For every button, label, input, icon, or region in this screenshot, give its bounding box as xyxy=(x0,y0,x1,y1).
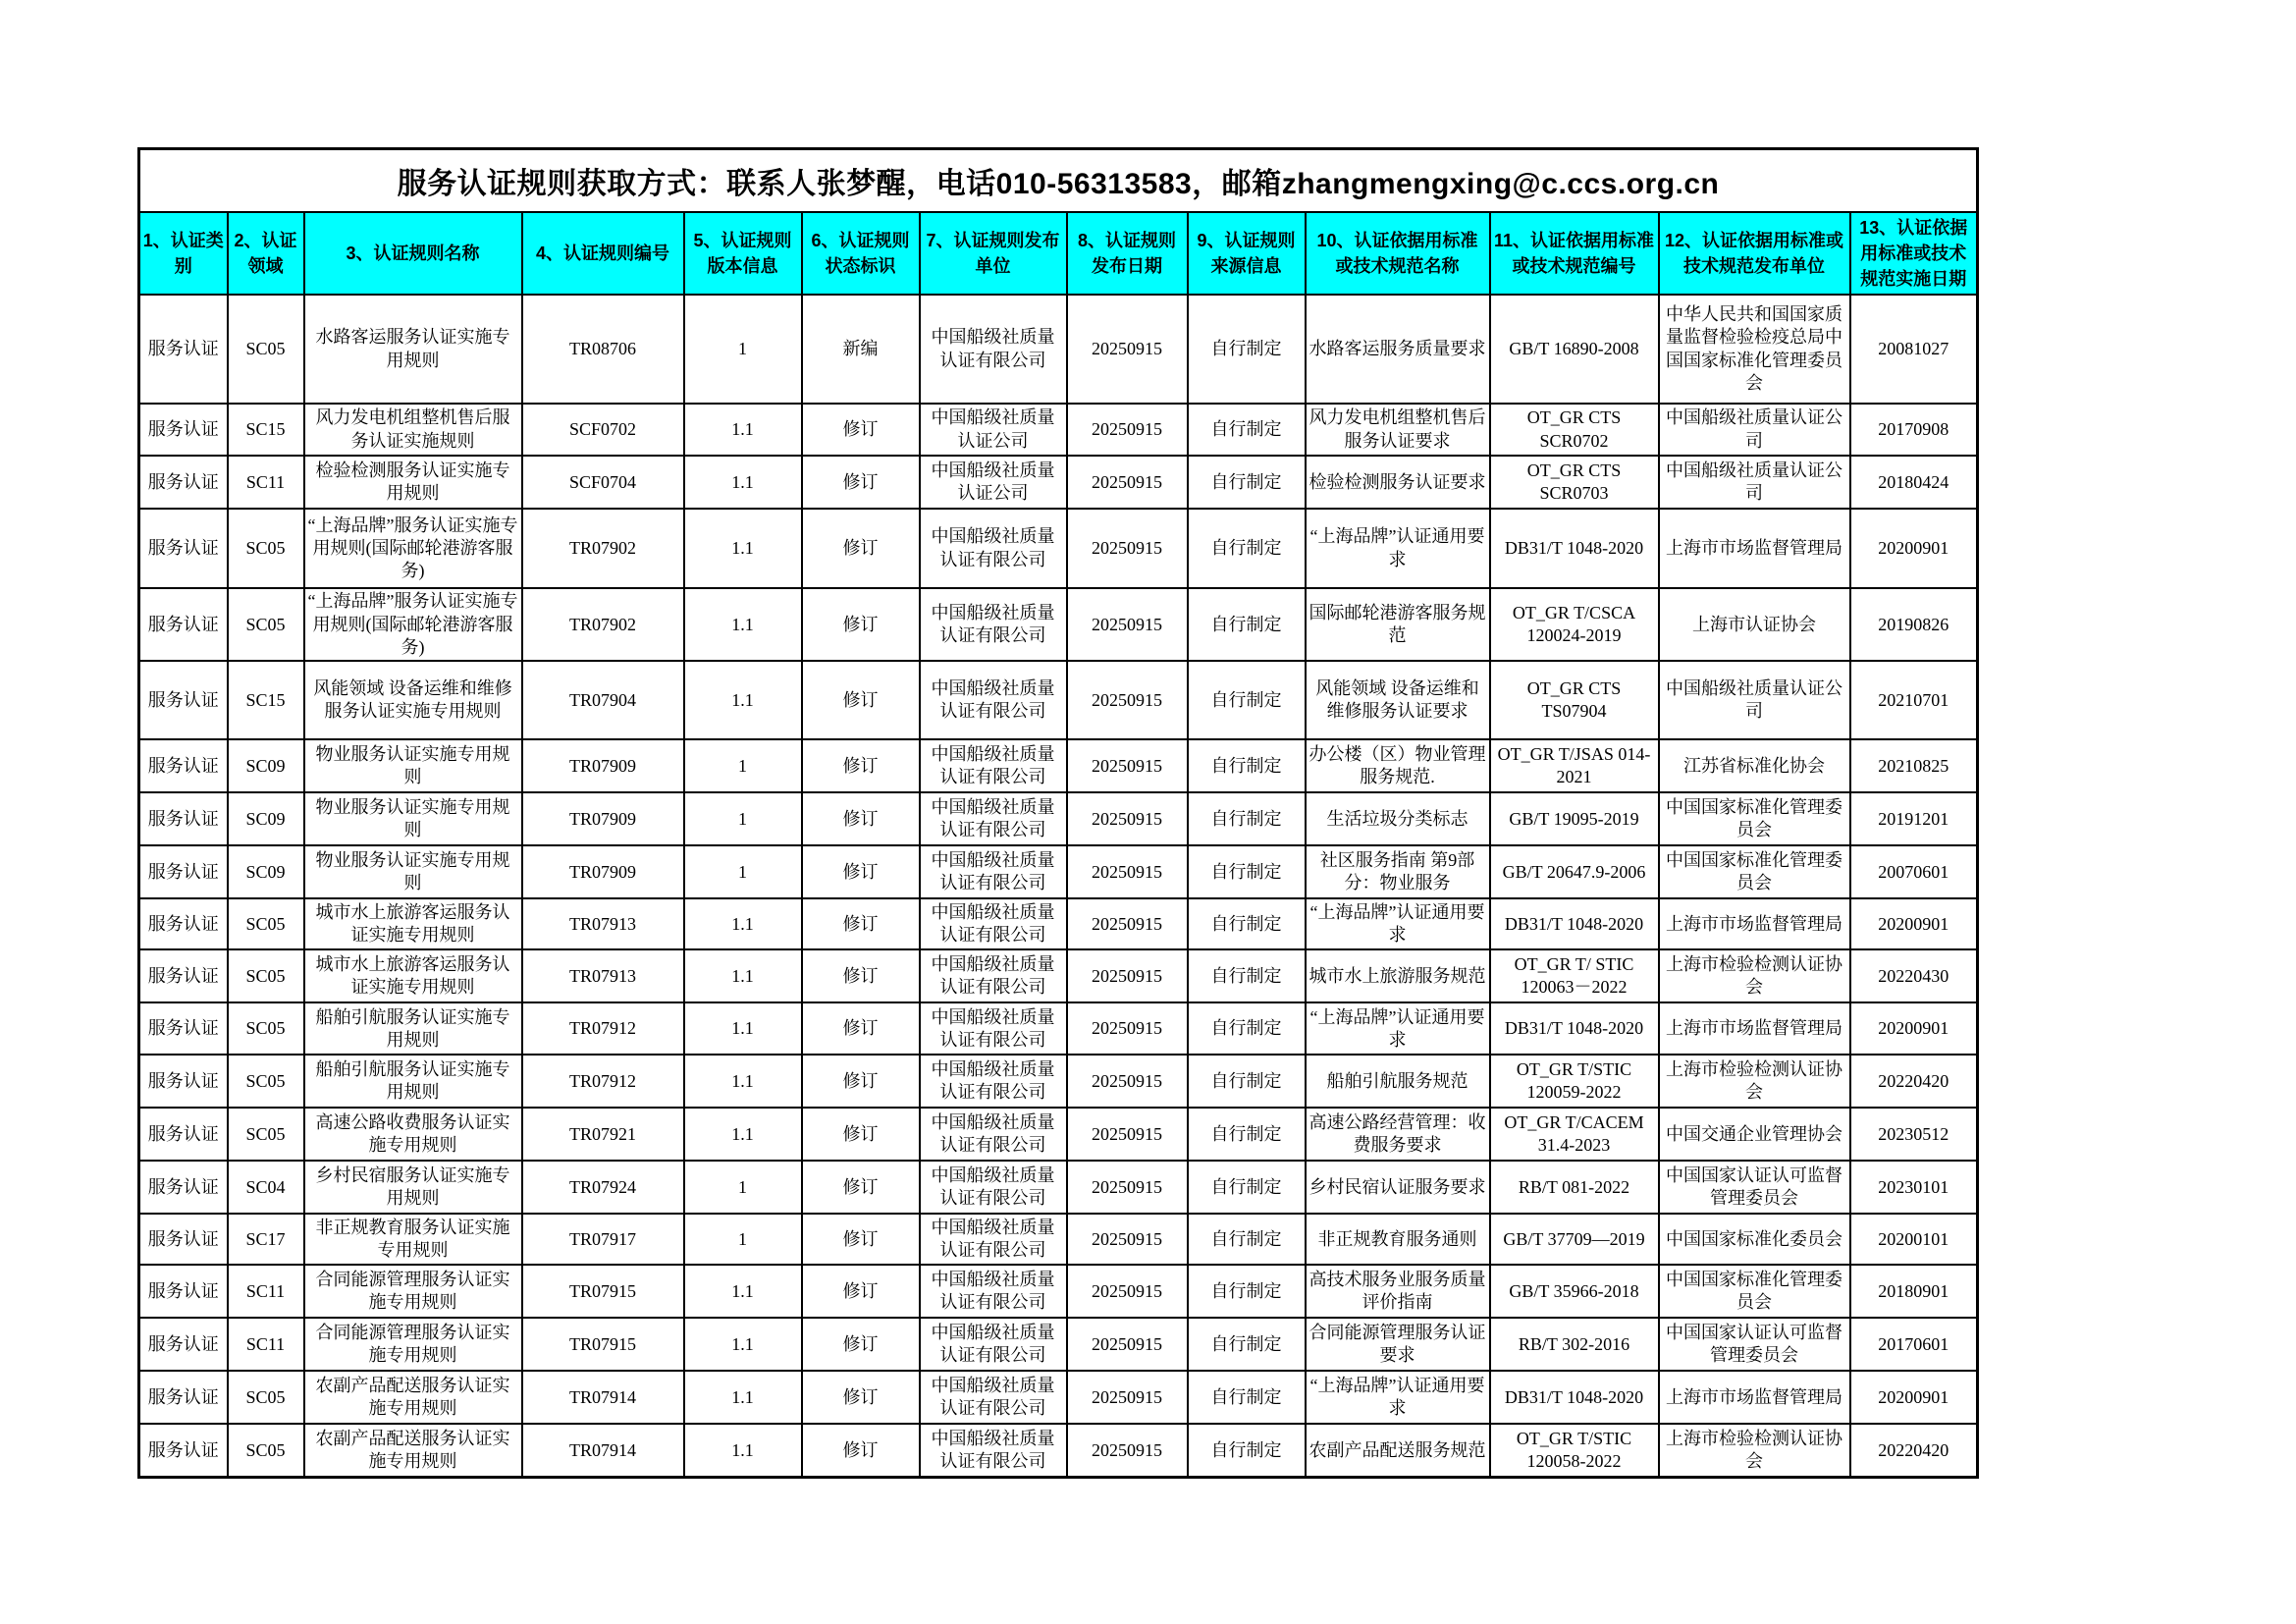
table-row xyxy=(139,1002,1978,1055)
cell: 1.1 xyxy=(684,1424,802,1477)
table-row xyxy=(139,404,1978,456)
cell: 农副产品配送服务规范 xyxy=(1306,1424,1490,1477)
column-header: 9、认证规则来源信息 xyxy=(1188,212,1306,295)
cell: 1.1 xyxy=(684,898,802,949)
cell: 20250915 xyxy=(1067,739,1188,792)
cell: TR07921 xyxy=(522,1108,684,1161)
cell: RB/T 302-2016 xyxy=(1490,1318,1659,1371)
cell: 合同能源管理服务认证要求 xyxy=(1306,1318,1490,1371)
cell: 服务认证 xyxy=(139,739,228,792)
cell: 修订 xyxy=(802,1108,920,1161)
cell: 20191201 xyxy=(1850,792,1978,845)
cell: 20180901 xyxy=(1850,1265,1978,1318)
cell: 风能领域 设备运维和维修服务认证实施专用规则 xyxy=(304,661,522,739)
cell: 修订 xyxy=(802,1318,920,1371)
cell: 新编 xyxy=(802,295,920,404)
cell: OT_GR T/CSCA 120024-2019 xyxy=(1490,588,1659,661)
header-row xyxy=(139,212,1978,295)
column-header: 4、认证规则编号 xyxy=(522,212,684,295)
cell: 服务认证 xyxy=(139,1424,228,1477)
cell: 中国国家标准化管理委员会 xyxy=(1659,1265,1850,1318)
cell: SCF0704 xyxy=(522,456,684,509)
cell: 物业服务认证实施专用规则 xyxy=(304,792,522,845)
cell: TR07917 xyxy=(522,1214,684,1265)
cell: 20200901 xyxy=(1850,509,1978,588)
cell: SC05 xyxy=(228,588,304,661)
column-header: 2、认证领域 xyxy=(228,212,304,295)
cell: 城市水上旅游服务规范 xyxy=(1306,949,1490,1002)
cell: 20250915 xyxy=(1067,1318,1188,1371)
cell: 社区服务指南 第9部分：物业服务 xyxy=(1306,845,1490,898)
cell: “上海品牌”服务认证实施专用规则(国际邮轮港游客服务) xyxy=(304,588,522,661)
cell: 船舶引航服务规范 xyxy=(1306,1055,1490,1108)
table-body xyxy=(139,295,1978,1477)
cell: 20070601 xyxy=(1850,845,1978,898)
cell: TR07914 xyxy=(522,1371,684,1424)
cell: 20250915 xyxy=(1067,1265,1188,1318)
cell: 20200901 xyxy=(1850,1002,1978,1055)
cell: 1.1 xyxy=(684,588,802,661)
table-row xyxy=(139,456,1978,509)
page-title: 服务认证规则获取方式：联系人张梦醒，电话010-56313583，邮箱zhangmengxing@c.ccs.org.cn xyxy=(139,149,1978,213)
cell: 中国船级社质量认证有限公司 xyxy=(920,949,1067,1002)
cell: SC05 xyxy=(228,898,304,949)
cell: 服务认证 xyxy=(139,1265,228,1318)
cell: DB31/T 1048-2020 xyxy=(1490,509,1659,588)
cell: 上海市市场监督管理局 xyxy=(1659,509,1850,588)
cell: SC04 xyxy=(228,1161,304,1214)
cell: 服务认证 xyxy=(139,949,228,1002)
cell: 20210701 xyxy=(1850,661,1978,739)
cell: 修订 xyxy=(802,456,920,509)
cell: TR07909 xyxy=(522,845,684,898)
cell: 中国船级社质量认证有限公司 xyxy=(920,845,1067,898)
cell: 中国船级社质量认证有限公司 xyxy=(920,1161,1067,1214)
cell: 中国船级社质量认证有限公司 xyxy=(920,588,1067,661)
cell: 中国船级社质量认证有限公司 xyxy=(920,1371,1067,1424)
cell: 船舶引航服务认证实施专用规则 xyxy=(304,1002,522,1055)
cell: 20190826 xyxy=(1850,588,1978,661)
cell: 自行制定 xyxy=(1188,1424,1306,1477)
cell: TR07924 xyxy=(522,1161,684,1214)
cell: 20250915 xyxy=(1067,1108,1188,1161)
table-row xyxy=(139,295,1978,404)
cell: 修订 xyxy=(802,1214,920,1265)
cell: 服务认证 xyxy=(139,898,228,949)
cell: 20081027 xyxy=(1850,295,1978,404)
cell: 高速公路经营管理：收费服务要求 xyxy=(1306,1108,1490,1161)
cell: 中国国家标准化管理委员会 xyxy=(1659,845,1850,898)
cell: SC05 xyxy=(228,1055,304,1108)
cell: 中国船级社质量认证公司 xyxy=(1659,404,1850,456)
cell: 自行制定 xyxy=(1188,845,1306,898)
cell: 20250915 xyxy=(1067,1055,1188,1108)
cell: 20200101 xyxy=(1850,1214,1978,1265)
cell: 20200901 xyxy=(1850,898,1978,949)
cell: 修订 xyxy=(802,845,920,898)
cell: 高速公路收费服务认证实施专用规则 xyxy=(304,1108,522,1161)
cell: 中国船级社质量认证有限公司 xyxy=(920,1055,1067,1108)
cell: 1 xyxy=(684,739,802,792)
cell: 城市水上旅游客运服务认证实施专用规则 xyxy=(304,898,522,949)
cell: 1.1 xyxy=(684,661,802,739)
cell: OT_GR T/CACEM 31.4-2023 xyxy=(1490,1108,1659,1161)
cell: 风力发电机组整机售后服务认证实施规则 xyxy=(304,404,522,456)
cell: 20250915 xyxy=(1067,295,1188,404)
cell: SC09 xyxy=(228,739,304,792)
cell: 20210825 xyxy=(1850,739,1978,792)
cell: 中国船级社质量认证有限公司 xyxy=(920,792,1067,845)
cell: OT_GR CTS SCR0702 xyxy=(1490,404,1659,456)
cell: 1 xyxy=(684,1214,802,1265)
column-header: 10、认证依据用标准或技术规范名称 xyxy=(1306,212,1490,295)
table-row xyxy=(139,1371,1978,1424)
cell: 修订 xyxy=(802,661,920,739)
table-row xyxy=(139,792,1978,845)
cell: 中国船级社质量认证有限公司 xyxy=(920,1002,1067,1055)
cell: SC15 xyxy=(228,404,304,456)
cell: 中国船级社质量认证有限公司 xyxy=(920,1424,1067,1477)
cell: “上海品牌”认证通用要求 xyxy=(1306,509,1490,588)
cell: 风能领域 设备运维和维修服务认证要求 xyxy=(1306,661,1490,739)
column-header: 12、认证依据用标准或技术规范发布单位 xyxy=(1659,212,1850,295)
cell: 高技术服务业服务质量评价指南 xyxy=(1306,1265,1490,1318)
cell: 自行制定 xyxy=(1188,1108,1306,1161)
cell: 中国国家认证认可监督管理委员会 xyxy=(1659,1318,1850,1371)
table-head xyxy=(139,149,1978,296)
cell: 修订 xyxy=(802,739,920,792)
table-row xyxy=(139,661,1978,739)
cell: 自行制定 xyxy=(1188,898,1306,949)
cell: 20180424 xyxy=(1850,456,1978,509)
cell: 中国船级社质量认证有限公司 xyxy=(920,661,1067,739)
cell: 国际邮轮港游客服务规范 xyxy=(1306,588,1490,661)
cell: 中国国家认证认可监督管理委员会 xyxy=(1659,1161,1850,1214)
cell: 1 xyxy=(684,792,802,845)
cell: GB/T 19095-2019 xyxy=(1490,792,1659,845)
cell: 中国船级社质量认证有限公司 xyxy=(920,1108,1067,1161)
cell: 20250915 xyxy=(1067,1002,1188,1055)
cell: SC11 xyxy=(228,456,304,509)
cell: 中国船级社质量认证有限公司 xyxy=(920,1318,1067,1371)
cell: DB31/T 1048-2020 xyxy=(1490,1002,1659,1055)
cell: 修订 xyxy=(802,1371,920,1424)
cell: 自行制定 xyxy=(1188,792,1306,845)
cell: 修订 xyxy=(802,509,920,588)
cell: 乡村民宿认证服务要求 xyxy=(1306,1161,1490,1214)
cell: OT_GR T/STIC 120058-2022 xyxy=(1490,1424,1659,1477)
table-row xyxy=(139,1318,1978,1371)
cell: 中国国家标准化委员会 xyxy=(1659,1214,1850,1265)
cell: 20250915 xyxy=(1067,456,1188,509)
cell: 1 xyxy=(684,1161,802,1214)
cell: 服务认证 xyxy=(139,509,228,588)
cell: 服务认证 xyxy=(139,1318,228,1371)
cell: 江苏省标准化协会 xyxy=(1659,739,1850,792)
cell: 自行制定 xyxy=(1188,588,1306,661)
cell: 水路客运服务认证实施专用规则 xyxy=(304,295,522,404)
cell: 自行制定 xyxy=(1188,1161,1306,1214)
cell: 上海市市场监督管理局 xyxy=(1659,1371,1850,1424)
cell: TR07902 xyxy=(522,588,684,661)
cell: 中国船级社质量认证有限公司 xyxy=(920,1214,1067,1265)
cell: 20170908 xyxy=(1850,404,1978,456)
cell: 物业服务认证实施专用规则 xyxy=(304,739,522,792)
cell: 1.1 xyxy=(684,404,802,456)
cell: 自行制定 xyxy=(1188,949,1306,1002)
cell: 20250915 xyxy=(1067,845,1188,898)
cell: 修订 xyxy=(802,1055,920,1108)
cell: 农副产品配送服务认证实施专用规则 xyxy=(304,1371,522,1424)
cell: 20200901 xyxy=(1850,1371,1978,1424)
cell: OT_GR T/JSAS 014-2021 xyxy=(1490,739,1659,792)
cell: TR08706 xyxy=(522,295,684,404)
cell: 中国船级社质量认证有限公司 xyxy=(920,509,1067,588)
cell: SC11 xyxy=(228,1318,304,1371)
cell: 中国船级社质量认证公司 xyxy=(1659,661,1850,739)
cell: 服务认证 xyxy=(139,845,228,898)
cell: 1.1 xyxy=(684,1265,802,1318)
cell: 自行制定 xyxy=(1188,1055,1306,1108)
cell: 自行制定 xyxy=(1188,1371,1306,1424)
cell: 农副产品配送服务认证实施专用规则 xyxy=(304,1424,522,1477)
cell: 20250915 xyxy=(1067,949,1188,1002)
cell: TR07909 xyxy=(522,739,684,792)
cell: 中国国家标准化管理委员会 xyxy=(1659,792,1850,845)
cell: 1 xyxy=(684,845,802,898)
cell: 水路客运服务质量要求 xyxy=(1306,295,1490,404)
cell: 中国船级社质量认证有限公司 xyxy=(920,295,1067,404)
table-row xyxy=(139,1265,1978,1318)
cell: 中国船级社质量认证有限公司 xyxy=(920,739,1067,792)
cell: 城市水上旅游客运服务认证实施专用规则 xyxy=(304,949,522,1002)
cell: 20250915 xyxy=(1067,1161,1188,1214)
cell: 修订 xyxy=(802,1161,920,1214)
cell: SC05 xyxy=(228,295,304,404)
cell: 20250915 xyxy=(1067,1214,1188,1265)
cell: TR07913 xyxy=(522,949,684,1002)
cell: 20250915 xyxy=(1067,792,1188,845)
cell: 20250915 xyxy=(1067,404,1188,456)
cell: TR07915 xyxy=(522,1265,684,1318)
cell: 服务认证 xyxy=(139,792,228,845)
cell: 修订 xyxy=(802,898,920,949)
cell: 中国船级社质量认证公司 xyxy=(920,456,1067,509)
cell: “上海品牌”认证通用要求 xyxy=(1306,1371,1490,1424)
cell: 20250915 xyxy=(1067,1371,1188,1424)
cell: GB/T 37709—2019 xyxy=(1490,1214,1659,1265)
cell: SC05 xyxy=(228,1002,304,1055)
cell: 20220430 xyxy=(1850,949,1978,1002)
cell: 20170601 xyxy=(1850,1318,1978,1371)
cell: 修订 xyxy=(802,1265,920,1318)
cell: 自行制定 xyxy=(1188,739,1306,792)
cell: GB/T 35966-2018 xyxy=(1490,1265,1659,1318)
cell: GB/T 20647.9-2006 xyxy=(1490,845,1659,898)
cell: RB/T 081-2022 xyxy=(1490,1161,1659,1214)
cell: 服务认证 xyxy=(139,661,228,739)
cell: 修订 xyxy=(802,404,920,456)
cell: TR07904 xyxy=(522,661,684,739)
cell: SC09 xyxy=(228,845,304,898)
cell: OT_GR CTS TS07904 xyxy=(1490,661,1659,739)
table-row xyxy=(139,1161,1978,1214)
cell: 上海市检验检测认证协会 xyxy=(1659,1424,1850,1477)
cell: 自行制定 xyxy=(1188,661,1306,739)
cell: 中国船级社质量认证公司 xyxy=(920,404,1067,456)
cell: 自行制定 xyxy=(1188,509,1306,588)
cell: 修订 xyxy=(802,1002,920,1055)
cell: 中华人民共和国国家质量监督检验检疫总局中国国家标准化管理委员会 xyxy=(1659,295,1850,404)
table-row xyxy=(139,1055,1978,1108)
cell: 服务认证 xyxy=(139,404,228,456)
cell: 服务认证 xyxy=(139,1108,228,1161)
cell: 修订 xyxy=(802,1424,920,1477)
cell: SC17 xyxy=(228,1214,304,1265)
cell: TR07912 xyxy=(522,1055,684,1108)
cell: 自行制定 xyxy=(1188,404,1306,456)
cell: 20250915 xyxy=(1067,1424,1188,1477)
cell: 中国交通企业管理协会 xyxy=(1659,1108,1850,1161)
cell: “上海品牌”认证通用要求 xyxy=(1306,1002,1490,1055)
cell: 服务认证 xyxy=(139,456,228,509)
cell: 检验检测服务认证要求 xyxy=(1306,456,1490,509)
cell: TR07902 xyxy=(522,509,684,588)
table-row xyxy=(139,898,1978,949)
cell: 非正规教育服务通则 xyxy=(1306,1214,1490,1265)
cell: TR07912 xyxy=(522,1002,684,1055)
cell: 1.1 xyxy=(684,456,802,509)
cell: 修订 xyxy=(802,588,920,661)
cell: 上海市市场监督管理局 xyxy=(1659,898,1850,949)
table-row xyxy=(139,588,1978,661)
cell: SC09 xyxy=(228,792,304,845)
cell: 风力发电机组整机售后服务认证要求 xyxy=(1306,404,1490,456)
cell: 自行制定 xyxy=(1188,1214,1306,1265)
table-row xyxy=(139,509,1978,588)
table-row xyxy=(139,1214,1978,1265)
cell: SC05 xyxy=(228,1371,304,1424)
cell: 服务认证 xyxy=(139,588,228,661)
title-row xyxy=(139,149,1978,213)
cell: 20230101 xyxy=(1850,1161,1978,1214)
cell: 1.1 xyxy=(684,1002,802,1055)
cell: SC05 xyxy=(228,949,304,1002)
cell: SCF0702 xyxy=(522,404,684,456)
cell: 1.1 xyxy=(684,1318,802,1371)
column-header: 5、认证规则版本信息 xyxy=(684,212,802,295)
cell: OT_GR T/STIC 120059-2022 xyxy=(1490,1055,1659,1108)
cell: 中国船级社质量认证公司 xyxy=(1659,456,1850,509)
cell: 20250915 xyxy=(1067,661,1188,739)
cell: DB31/T 1048-2020 xyxy=(1490,898,1659,949)
cell: 上海市检验检测认证协会 xyxy=(1659,1055,1850,1108)
cell: “上海品牌”认证通用要求 xyxy=(1306,898,1490,949)
cell: 检验检测服务认证实施专用规则 xyxy=(304,456,522,509)
cell: 20230512 xyxy=(1850,1108,1978,1161)
cell: 1 xyxy=(684,295,802,404)
cell: OT_GR CTS SCR0703 xyxy=(1490,456,1659,509)
table-row xyxy=(139,739,1978,792)
cell: 修订 xyxy=(802,949,920,1002)
cell: SC05 xyxy=(228,509,304,588)
cell: 自行制定 xyxy=(1188,456,1306,509)
column-header: 3、认证规则名称 xyxy=(304,212,522,295)
column-header: 13、认证依据用标准或技术规范实施日期 xyxy=(1850,212,1978,295)
cell: 1.1 xyxy=(684,1108,802,1161)
column-header: 6、认证规则状态标识 xyxy=(802,212,920,295)
cell: 服务认证 xyxy=(139,1002,228,1055)
cell: 办公楼（区）物业管理服务规范. xyxy=(1306,739,1490,792)
cell: SC15 xyxy=(228,661,304,739)
cell: SC05 xyxy=(228,1108,304,1161)
table-row xyxy=(139,1108,1978,1161)
column-header: 11、认证依据用标准或技术规范编号 xyxy=(1490,212,1659,295)
cell: 合同能源管理服务认证实施专用规则 xyxy=(304,1318,522,1371)
cell: 20250915 xyxy=(1067,509,1188,588)
cell: 自行制定 xyxy=(1188,1318,1306,1371)
cell: 20220420 xyxy=(1850,1424,1978,1477)
cell: TR07915 xyxy=(522,1318,684,1371)
cell: GB/T 16890-2008 xyxy=(1490,295,1659,404)
table-row xyxy=(139,1424,1978,1477)
cell: 物业服务认证实施专用规则 xyxy=(304,845,522,898)
cell: OT_GR T/ STIC 120063－2022 xyxy=(1490,949,1659,1002)
cell: 上海市市场监督管理局 xyxy=(1659,1002,1850,1055)
table-row xyxy=(139,845,1978,898)
cell: 上海市认证协会 xyxy=(1659,588,1850,661)
cell: “上海品牌”服务认证实施专用规则(国际邮轮港游客服务) xyxy=(304,509,522,588)
cell: 1.1 xyxy=(684,949,802,1002)
cell: 自行制定 xyxy=(1188,1002,1306,1055)
cell: 中国船级社质量认证有限公司 xyxy=(920,898,1067,949)
cell: 船舶引航服务认证实施专用规则 xyxy=(304,1055,522,1108)
cell: 服务认证 xyxy=(139,1055,228,1108)
cell: 乡村民宿服务认证实施专用规则 xyxy=(304,1161,522,1214)
column-header: 7、认证规则发布单位 xyxy=(920,212,1067,295)
cell: 中国船级社质量认证有限公司 xyxy=(920,1265,1067,1318)
cell: 1.1 xyxy=(684,509,802,588)
cell: 合同能源管理服务认证实施专用规则 xyxy=(304,1265,522,1318)
cell: DB31/T 1048-2020 xyxy=(1490,1371,1659,1424)
cell: 20220420 xyxy=(1850,1055,1978,1108)
cell: 自行制定 xyxy=(1188,295,1306,404)
cell: 服务认证 xyxy=(139,295,228,404)
cell: SC05 xyxy=(228,1424,304,1477)
cell: 1.1 xyxy=(684,1055,802,1108)
table-row xyxy=(139,949,1978,1002)
cell: TR07913 xyxy=(522,898,684,949)
column-header: 1、认证类别 xyxy=(139,212,228,295)
cell: 自行制定 xyxy=(1188,1265,1306,1318)
cell: 1.1 xyxy=(684,1371,802,1424)
cell: TR07909 xyxy=(522,792,684,845)
cell: 上海市检验检测认证协会 xyxy=(1659,949,1850,1002)
cell: 服务认证 xyxy=(139,1161,228,1214)
cell: 生活垃圾分类标志 xyxy=(1306,792,1490,845)
cell: SC11 xyxy=(228,1265,304,1318)
cell: TR07914 xyxy=(522,1424,684,1477)
cell: 服务认证 xyxy=(139,1371,228,1424)
cell: 20250915 xyxy=(1067,898,1188,949)
cell: 20250915 xyxy=(1067,588,1188,661)
column-header: 8、认证规则发布日期 xyxy=(1067,212,1188,295)
cell: 修订 xyxy=(802,792,920,845)
cell: 非正规教育服务认证实施专用规则 xyxy=(304,1214,522,1265)
cell: 服务认证 xyxy=(139,1214,228,1265)
rules-table xyxy=(137,147,1979,1479)
